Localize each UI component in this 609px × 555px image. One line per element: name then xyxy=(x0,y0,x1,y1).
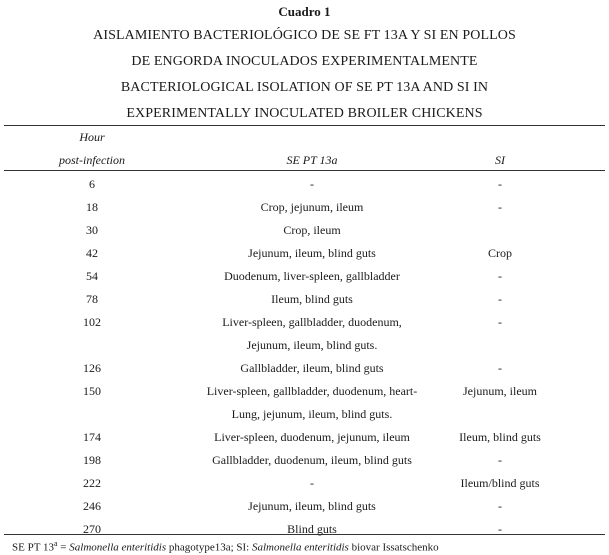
table-body xyxy=(0,173,609,541)
footnote-species: Salmonella enteritidis xyxy=(69,541,167,554)
cell-si: - xyxy=(498,499,502,513)
header-hour: Hour xyxy=(79,130,105,144)
footnote-species: Salmonella enteritidis xyxy=(251,541,349,554)
footnote-part: biovar Issatschenko xyxy=(348,541,439,554)
title-spanish-line-1: AISLAMIENTO BACTERIOLÓGICO DE SE FT 13A Y SI EN POLLOS xyxy=(93,28,516,43)
cell-se-pt13a: Ileum, blind guts xyxy=(271,292,353,306)
cell-se-pt13a: Blind guts xyxy=(287,522,337,536)
header-si: SI xyxy=(495,153,505,167)
footnote-part: = xyxy=(57,541,70,554)
cell-se-pt13a: Liver-spleen, gallbladder, duodenum, xyxy=(222,315,402,329)
table-row xyxy=(0,196,609,219)
cell-si: - xyxy=(498,361,502,375)
footnote xyxy=(12,539,439,554)
footnote-part: SE PT 13 xyxy=(12,541,54,554)
table-bottom-rule xyxy=(4,534,605,535)
table-row xyxy=(0,449,609,472)
cell-si: Jejunum, ileum xyxy=(463,384,537,398)
cell-hour: 270 xyxy=(83,522,101,536)
header-bottom-rule xyxy=(4,170,605,171)
cell-se-pt13a: - xyxy=(310,476,314,490)
cell-se-pt13a: Duodenum, liver-spleen, gallbladder xyxy=(224,269,400,283)
cell-hour: 150 xyxy=(83,384,101,398)
cell-hour: 78 xyxy=(86,292,98,306)
cell-se-pt13a: Liver-spleen, duodenum, jejunum, ileum xyxy=(214,430,410,444)
table-row xyxy=(0,426,609,449)
cell-si: Crop xyxy=(488,246,512,260)
table-caption: Cuadro 1 xyxy=(278,4,331,19)
cell-se-pt13a: Crop, ileum xyxy=(283,223,341,237)
cell-hour: 126 xyxy=(83,361,101,375)
title-english-line-2: EXPERIMENTALLY INOCULATED BROILER CHICKENS xyxy=(126,106,483,121)
cell-se-pt13a: Gallbladder, ileum, blind guts xyxy=(240,361,384,375)
cell-hour: 198 xyxy=(83,453,101,467)
cell-se-pt13a: - xyxy=(310,177,314,191)
cell-si: - xyxy=(498,269,502,283)
table-row xyxy=(0,495,609,518)
footnote-superscript: a xyxy=(53,539,58,548)
cell-hour: 30 xyxy=(86,223,98,237)
cell-hour: 246 xyxy=(83,499,101,513)
cell-se-pt13a: Liver-spleen, gallbladder, duodenum, heart- xyxy=(206,384,418,398)
table-row xyxy=(0,219,609,242)
cell-se-pt13a: Crop, jejunum, ileum xyxy=(260,200,364,214)
cell-se-pt13a: Gallbladder, duodenum, ileum, blind guts xyxy=(212,453,412,467)
table-row xyxy=(0,288,609,311)
cell-hour: 54 xyxy=(86,269,98,283)
cell-si: - xyxy=(498,453,502,467)
footnote-part: phagotype13a; SI: xyxy=(166,541,252,554)
cell-si: - xyxy=(498,315,502,329)
cell-se-pt13a: Jejunum, ileum, blind guts. xyxy=(246,338,378,352)
table-row xyxy=(0,357,609,380)
cell-si: Ileum, blind guts xyxy=(459,430,541,444)
cell-se-pt13a: Jejunum, ileum, blind guts xyxy=(248,499,376,513)
cell-si: Ileum/blind guts xyxy=(460,476,540,490)
table-row xyxy=(0,173,609,196)
title-spanish-line-2: DE ENGORDA INOCULADOS EXPERIMENTALMENTE xyxy=(131,54,478,69)
cell-si: - xyxy=(498,292,502,306)
table-top-rule xyxy=(4,125,605,126)
title-english-line-1: BACTERIOLOGICAL ISOLATION OF SE PT 13A AND SI IN xyxy=(120,80,489,95)
table-row xyxy=(0,518,609,541)
cell-si: - xyxy=(498,177,502,191)
cell-hour: 6 xyxy=(89,177,95,191)
table-row xyxy=(0,265,609,288)
cell-hour: 222 xyxy=(83,476,101,490)
cell-hour: 102 xyxy=(83,315,101,329)
cell-se-pt13a: Jejunum, ileum, blind guts xyxy=(248,246,376,260)
cell-hour: 18 xyxy=(86,200,98,214)
table-row xyxy=(0,380,609,426)
cell-hour: 42 xyxy=(86,246,98,260)
cell-si: - xyxy=(498,200,502,214)
table-row xyxy=(0,311,609,357)
table-row xyxy=(0,472,609,495)
header-se-pt13a: SE PT 13a xyxy=(286,153,338,167)
cell-si: - xyxy=(498,522,502,536)
header-post-infection: post-infection xyxy=(59,153,125,167)
cell-se-pt13a: Lung, jejunum, ileum, blind guts. xyxy=(231,407,393,421)
cell-hour: 174 xyxy=(83,430,101,444)
table-row xyxy=(0,242,609,265)
